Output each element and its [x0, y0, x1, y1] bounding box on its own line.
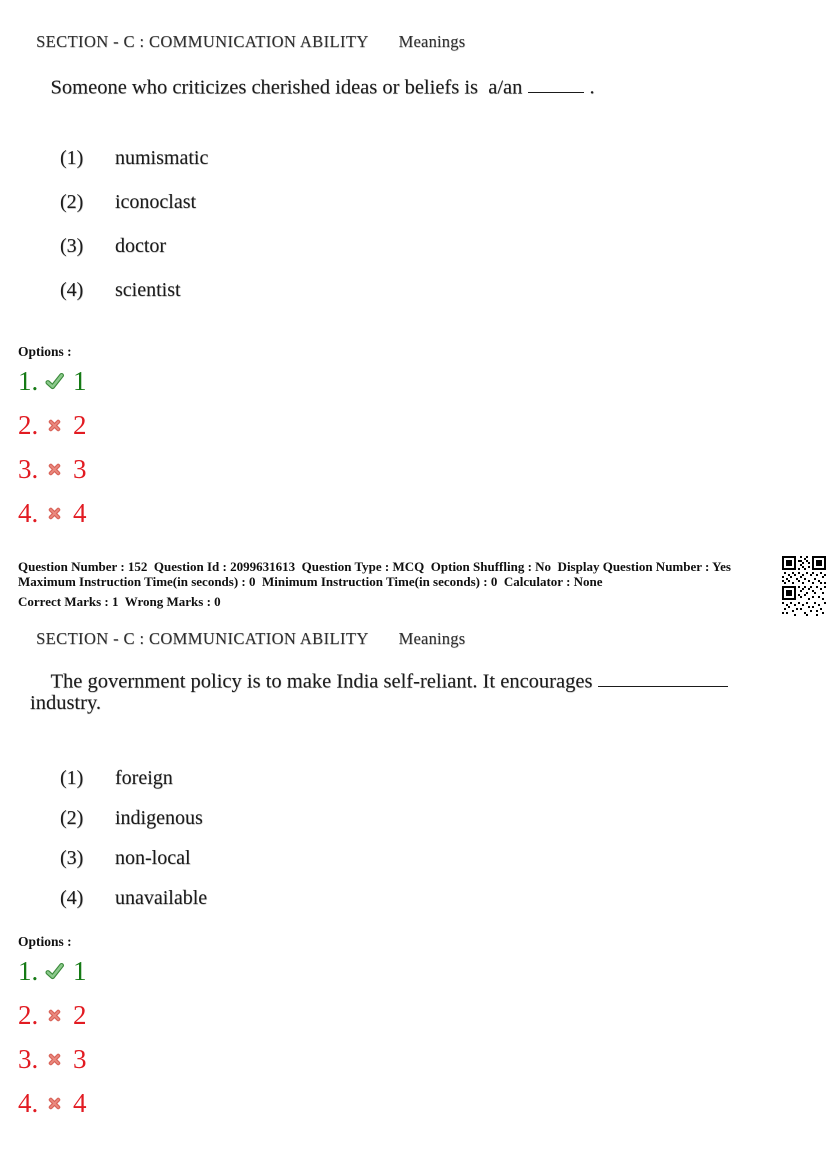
choice-number: (2)	[60, 191, 84, 213]
blank-underline	[598, 667, 728, 687]
choices-list-q151	[60, 146, 208, 322]
answer-row-correct	[18, 956, 87, 986]
choice-label: scientist	[115, 279, 181, 301]
check-icon	[45, 962, 64, 981]
choice-number: (1)	[60, 147, 84, 169]
answer-value: 3	[73, 453, 87, 484]
answer-row-correct	[18, 366, 87, 396]
choice-row	[60, 806, 207, 830]
choice-number: (1)	[60, 767, 84, 789]
choice-number: (4)	[60, 887, 84, 909]
choice-label: iconoclast	[115, 191, 197, 213]
answer-row-wrong	[18, 1044, 87, 1074]
choice-row	[60, 146, 208, 170]
answer-number: 3.	[18, 453, 39, 484]
options-heading-q152: Options :	[18, 934, 72, 949]
section-title: SECTION - C : COMMUNICATION ABILITY	[36, 32, 369, 51]
blank-underline	[528, 73, 584, 93]
question-meta-line-1: Question Number : 152 Question Id : 2099631613 Question Type : MCQ Option Shuffling : No Display Question Number : Yes	[18, 559, 731, 574]
choice-row	[60, 278, 208, 302]
choice-label: numismatic	[115, 147, 209, 169]
answer-number: 4.	[18, 497, 39, 528]
choice-row	[60, 234, 208, 258]
answer-number: 2.	[18, 999, 39, 1030]
answers-list-q151	[18, 366, 87, 542]
options-heading-q151: Options :	[18, 344, 72, 359]
choice-label: unavailable	[115, 887, 208, 909]
choice-row	[60, 846, 207, 870]
question-text-q152-line1	[30, 644, 810, 716]
answer-value: 4	[73, 497, 87, 528]
cross-icon	[45, 1009, 64, 1022]
choice-label: indigenous	[115, 807, 203, 829]
choice-row	[60, 766, 207, 790]
qr-code-icon	[782, 556, 826, 616]
answer-row-wrong	[18, 454, 87, 484]
choice-number: (2)	[60, 807, 84, 829]
answer-row-wrong	[18, 1000, 87, 1030]
answer-value: 1	[73, 955, 87, 986]
answer-row-wrong	[18, 410, 87, 440]
answer-value: 2	[73, 999, 87, 1030]
choice-label: foreign	[115, 767, 173, 789]
question-text-q152-line2: industry.	[30, 692, 101, 714]
answer-number: 4.	[18, 1087, 39, 1118]
section-topic: Meanings	[398, 32, 466, 51]
choice-row	[60, 886, 207, 910]
answers-list-q152	[18, 956, 87, 1132]
answer-row-wrong	[18, 498, 87, 528]
choice-label: non-local	[115, 847, 191, 869]
question-text-after-blank: .	[584, 76, 595, 99]
section-title: SECTION - C : COMMUNICATION ABILITY	[36, 629, 369, 648]
choice-number: (3)	[60, 847, 84, 869]
answer-value: 2	[73, 409, 87, 440]
section-topic: Meanings	[398, 629, 466, 648]
choice-row	[60, 190, 208, 214]
cross-icon	[45, 1097, 64, 1110]
cross-icon	[45, 507, 64, 520]
cross-icon	[45, 463, 64, 476]
answer-value: 1	[73, 365, 87, 396]
question-meta-line-3: Correct Marks : 1 Wrong Marks : 0	[18, 594, 221, 609]
question-text-before-blank: The government policy is to make India self-reliant. It encourages	[50, 670, 593, 693]
cross-icon	[45, 419, 64, 432]
question-text-before-blank: Someone who criticizes cherished ideas or beliefs is a/an	[50, 76, 523, 99]
answer-row-wrong	[18, 1088, 87, 1118]
choice-label: doctor	[115, 235, 167, 257]
answer-number: 2.	[18, 409, 39, 440]
check-icon	[45, 372, 64, 391]
answer-value: 4	[73, 1087, 87, 1118]
answer-number: 1.	[18, 955, 39, 986]
cross-icon	[45, 1053, 64, 1066]
answer-value: 3	[73, 1043, 87, 1074]
answer-number: 1.	[18, 365, 39, 396]
choices-list-q152	[60, 766, 207, 926]
choice-number: (4)	[60, 279, 84, 301]
choice-number: (3)	[60, 235, 84, 257]
question-meta-line-2: Maximum Instruction Time(in seconds) : 0 Minimum Instruction Time(in seconds) : 0 Calculator : None	[18, 574, 603, 589]
answer-number: 3.	[18, 1043, 39, 1074]
question-text-q151	[30, 50, 790, 122]
